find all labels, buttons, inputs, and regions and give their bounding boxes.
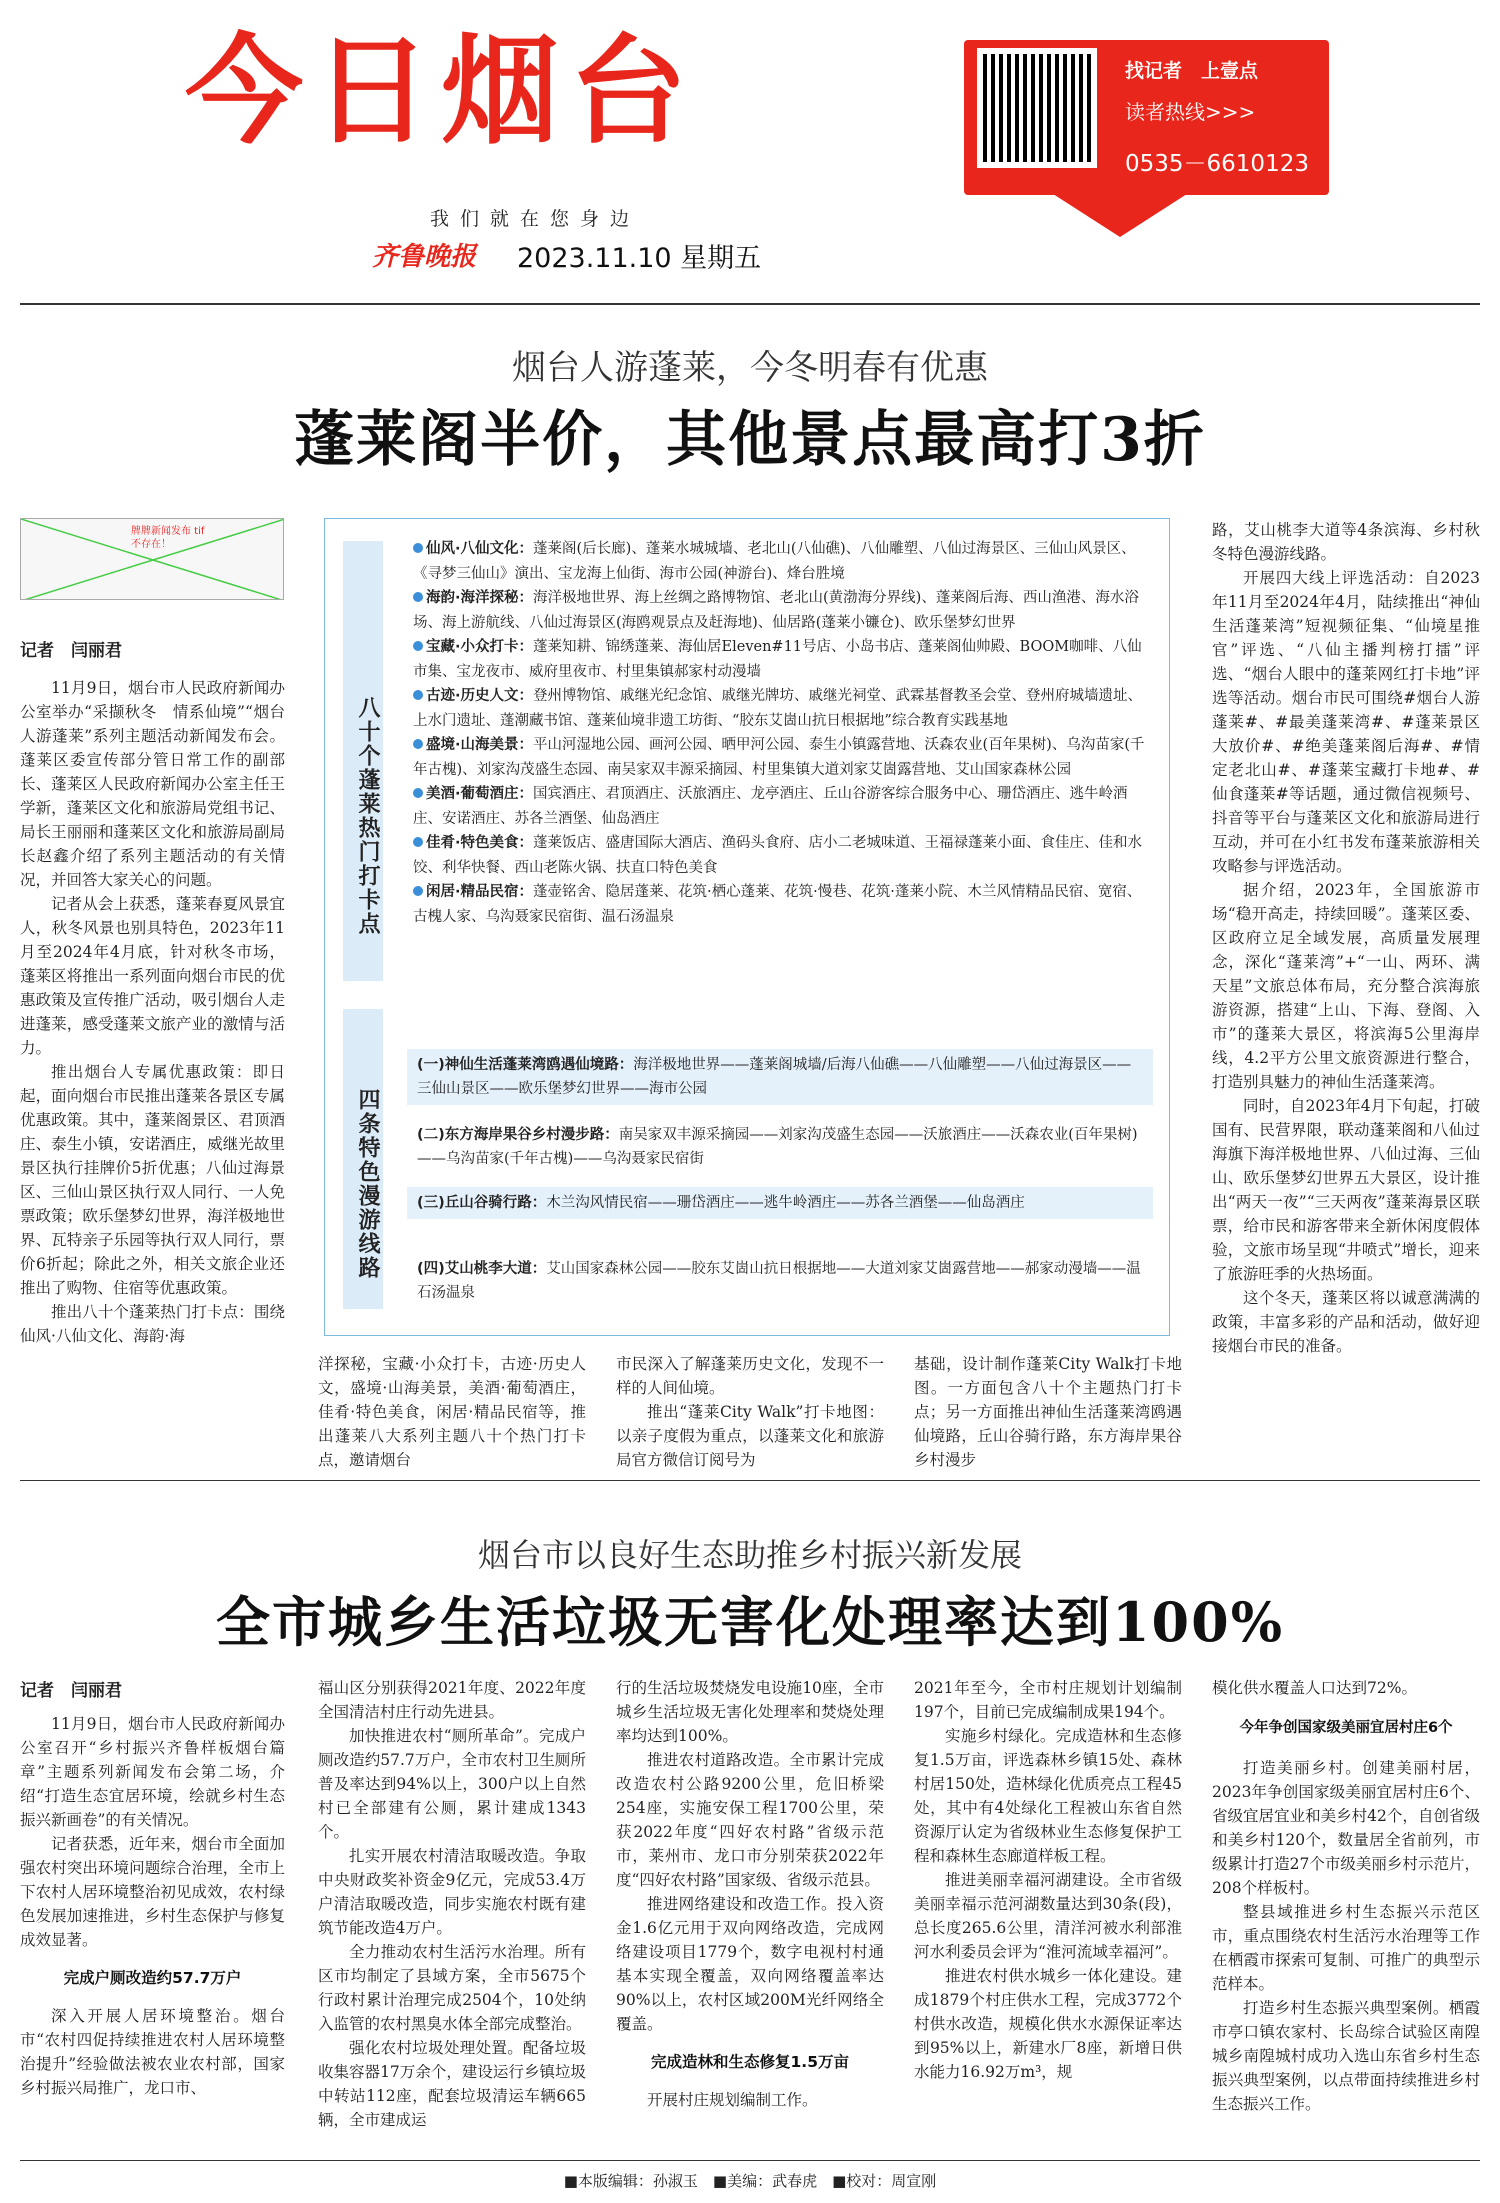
a1-kicker: 烟台人游蓬莱，今冬明春有优惠 bbox=[512, 348, 988, 388]
masthead-slogan: 我们就在您身边 bbox=[430, 208, 641, 230]
a2-kicker: 烟台市以良好生态助推乡村振兴新发展 bbox=[477, 1536, 1022, 1574]
a2-col3 bbox=[616, 1676, 884, 2112]
paragraph: 强化农村垃圾处理处置。配备垃圾收集容器17万余个，建设运行乡镇垃圾中转站112座，配套垃圾清运车辆665辆，全市建成运 bbox=[318, 2039, 586, 2129]
paragraph: 模化供水覆盖人口达到72%。 bbox=[1212, 1679, 1417, 1697]
paragraph: 推进农村供水城乡一体化建设。建成1879个村庄供水工程，完成3772个村供水改造，规模化供水水源保证率达到95%以上，新建水厂8座，新增日供水能力16.92万m³，规 bbox=[914, 1967, 1182, 2081]
a1-col4 bbox=[914, 1352, 1182, 1472]
subheading: 完成户厕改造约57.7万户 bbox=[63, 1969, 242, 1987]
list-item: 闲居·精品民宿：蓬壶铭舍、隐居蓬莱、花筑·栖心蓬莱、花筑·慢巷、花筑·蓬莱小院、木兰风情精品民宿、宽宿、古槐人家、乌沟聂家民宿街、温石汤温泉 bbox=[413, 884, 1142, 925]
paragraph: 开展村庄规划编制工作。 bbox=[647, 2091, 818, 2109]
paragraph: 据介绍，2023年，全国旅游市场“稳开高走，持续回暖”。蓬莱区委、区政府立足全域发展，高质量发展理念，深化“蓬莱湾”+“一山、两环、满天星”文旅总体布局，充分整合滨海旅游资源，搭建“上山、下海、登阁、入市”的蓬莱大景区，将滨海5公里海岸线，4.2平方公里文旅资源进行整合，打造别具魅力的神仙生活蓬莱湾。 bbox=[1212, 881, 1480, 1091]
paragraph: 记者从会上获悉，蓬莱春夏风景宜人，秋冬风景也别具特色，2023年11月至2024年4月底，针对秋冬市场，蓬莱区将推出一系列面向烟台市民的优惠政策及宣传推广活动，吸引烟台人走进蓬莱，感受蓬莱文旅产业的激情与活力。 bbox=[20, 895, 285, 1057]
subheading: 完成造林和生态修复1.5万亩 bbox=[651, 2053, 849, 2071]
a1-col2 bbox=[318, 1352, 586, 1472]
a1-byline: 记者 闫丽君 bbox=[20, 641, 122, 661]
list-item: 佳肴·特色美食：蓬莱饭店、盛唐国际大酒店、渔码头食府、店小二老城味道、王福禄蓬莱小面、食佳庄、佳和水饺、利华快餐、西山老陈火锅、扶直口特色美食 bbox=[413, 835, 1143, 876]
paragraph: 洋探秘，宝藏·小众打卡，古迹·历史人文，盛境·山海美景，美酒·葡萄酒庄，佳肴·特色美食，闲居·精品民宿等，推出蓬莱八大系列主题八十个热门打卡点，邀请烟台 bbox=[318, 1355, 586, 1469]
bullet-icon bbox=[413, 543, 423, 553]
list-item: 美酒·葡萄酒庄：国宾酒庄、君顶酒庄、沃旅酒庄、龙亭酒庄、丘山谷游客综合服务中心、珊岱酒庄、逃牛岭酒庄、安诺酒庄、苏各兰酒堡、仙岛酒庄 bbox=[413, 786, 1128, 827]
qr-code-icon[interactable] bbox=[977, 48, 1097, 168]
route-item: (四)艾山桃李大道：艾山国家森林公园——胶东艾崮山抗日根据地——大道刘家艾崮露营地——郝家动漫墙——温石汤温泉 bbox=[417, 1261, 1141, 1301]
paragraph: 打造美丽乡村。创建美丽村居，2023年争创国家级美丽宜居村庄6个、省级宜居宜业和美乡村42个，自创省级和美乡村120个，数量居全省前列，市级累计打造27个市级美丽乡村示范片，208个样板村。 bbox=[1212, 1759, 1480, 1897]
paragraph: 2021年至今，全市村庄规划计划编制197个，目前已完成编制成果194个。 bbox=[914, 1679, 1182, 1721]
paragraph: 福山区分别获得2021年度、2022年度全国清洁村庄行动先进县。 bbox=[318, 1679, 586, 1721]
a2-col2 bbox=[318, 1676, 586, 2132]
hotline-box-tail bbox=[1050, 192, 1190, 237]
paragraph: 推进网络建设和改造工作。投入资金1.6亿元用于双向网络改造，完成网络建设项目1779个，数字电视村村通基本实现全覆盖，双向网络覆盖率达90%以上，农村区域200M光纤网络全覆盖。 bbox=[616, 1895, 884, 2033]
a2-col1 bbox=[20, 1712, 285, 2100]
paragraph: 这个冬天，蓬莱区将以诚意满满的政策，丰富多彩的产品和活动，做好迎接烟台市民的准备。 bbox=[1212, 1289, 1480, 1355]
paragraph: 行的生活垃圾焚烧发电设施10座，全市城乡生活垃圾无害化处理率和焚烧处理率均达到100%。 bbox=[616, 1679, 884, 1745]
paragraph: 深入开展人居环境整治。烟台市“农村四促持续推进农村人居环境整治提升”经验做法被农业农村部，国家乡村振兴局推广，龙口市、 bbox=[20, 2007, 285, 2097]
a2-headline: 全市城乡生活垃圾无害化处理率达到100% bbox=[215, 1590, 1285, 1654]
paragraph: 开展四大线上评选活动：自2023年11月至2024年4月，陆续推出“神仙生活蓬莱湾”短视频征集、“仙境星推官”评选、“八仙主播判榜打擂”评选、“烟台人眼中的蓬莱网红打卡地”评选等活动。烟台市民可围绕#烟台人游蓬莱#、#最美蓬莱湾#、#蓬莱景区大放价#、#绝美蓬莱阁后海#、#情定老北山#、#蓬莱宝藏打卡地#、#仙食蓬莱#等话题，通过微信视频号、抖音等平台与蓬莱区文化和旅游局进行互动，并可在小红书发布蓬莱旅游相关攻略参与评选活动。 bbox=[1212, 569, 1480, 875]
list-item: 古迹·历史人文：登州博物馆、戚继光纪念馆、戚继光牌坊、戚继光祠堂、武霖基督教圣会堂、登州府城墙遗址、上水门遗址、蓬潮藏书馆、蓬莱仙境非遗工坊街、“胶东艾崮山抗日根据地”综合教育实践基地 bbox=[413, 688, 1143, 729]
a1-col5 bbox=[1212, 518, 1480, 1358]
paragraph: 记者获悉，近年来，烟台市全面加强农村突出环境问题综合治理，全市上下农村人居环境整治初见成效，农村绿色发展加速推进，乡村生态保护与修复成效显著。 bbox=[20, 1835, 285, 1949]
paragraph: 推出“蓬莱City Walk”打卡地图：以亲子度假为重点，以蓬莱文化和旅游局官方微信订阅号为 bbox=[616, 1403, 884, 1469]
hotspot-list bbox=[413, 537, 1153, 929]
masthead-rule bbox=[20, 303, 1480, 305]
hotline-phone: 0535－6610123 bbox=[1125, 151, 1309, 177]
a1-col3 bbox=[616, 1352, 884, 1472]
route-item: (二)东方海岸果谷乡村漫步路：南吴家双丰源采摘园——刘家沟茂盛生态园——沃旅酒庄——沃森农业(百年果树)——乌沟苗家(千年古槐)——乌沟聂家民宿街 bbox=[417, 1127, 1138, 1167]
hotline-label: 读者热线>>> bbox=[1125, 100, 1256, 124]
placeholder-text: 牌牌新闻发布 tif 不存在！ bbox=[131, 526, 205, 550]
image-placeholder bbox=[20, 518, 284, 600]
paragraph: 扎实开展农村清洁取暖改造。争取中央财政奖补资金9亿元，完成53.4万户清洁取暖改造，同步实施农村既有建筑节能改造4万户。 bbox=[318, 1847, 586, 1937]
paragraph: 11月9日，烟台市人民政府新闻办公室召开“乡村振兴齐鲁样板烟台篇章”主题系列新闻发布会第二场，介绍“打造生态宜居环境，绘就乡村生态振兴新画卷”的有关情况。 bbox=[20, 1715, 285, 1829]
a2-byline: 记者 闫丽君 bbox=[20, 1681, 122, 1701]
bullet-icon bbox=[413, 690, 423, 700]
bullet-icon bbox=[413, 739, 423, 749]
footer-rule bbox=[20, 2160, 1480, 2161]
page-credits: ■本版编辑：孙淑玉 ■美编：武春虎 ■校对：周宣刚 bbox=[563, 2172, 937, 2190]
a1-col1 bbox=[20, 676, 285, 1348]
hotline-reporter: 找记者 上壹点 bbox=[1125, 60, 1259, 82]
bullet-icon bbox=[413, 837, 423, 847]
route-item: (三)丘山谷骑行路：木兰沟风情民宿——珊岱酒庄——逃牛岭酒庄——苏各兰酒堡——仙岛酒庄 bbox=[407, 1187, 1153, 1219]
list-item: 海韵·海洋探秘：海洋极地世界、海上丝绸之路博物馆、老北山(黄渤海分界线)、蓬莱阁后海、西山渔港、海水浴场、海上游航线、八仙过海景区(海鸥观景点及赶海地)、仙居路(蓬莱小镰仓)、欧乐堡梦幻世界 bbox=[413, 590, 1139, 631]
bullet-icon bbox=[413, 788, 423, 798]
paragraph: 推出烟台人专属优惠政策：即日起，面向烟台市民推出蓬莱各景区专属优惠政策。其中，蓬莱阁景区、君顶酒庄、泰生小镇，安诺酒庄，威继光故里景区执行挂牌价5折优惠；八仙过海景区、三仙山景区执行双人同行、一人免票政策；欧乐堡梦幻世界，海洋极地世界、瓦特亲子乐园等执行双人同行，票价6折起；除此之外，相关文旅企业还推出了购物、住宿等优惠政策。 bbox=[20, 1063, 285, 1297]
paragraph: 打造乡村生态振兴典型案例。栖霞市亭口镇农家村、长岛综合试验区南隍城乡南隍城村成功入选山东省乡村生态振兴典型案例，以点带面持续推进乡村生态振兴工作。 bbox=[1212, 1999, 1480, 2113]
section-rule bbox=[20, 1480, 1480, 1481]
subheading: 今年争创国家级美丽宜居村庄6个 bbox=[1239, 1720, 1453, 1736]
list-item: 宝藏·小众打卡：蓬莱知耕、锦绣蓬莱、海仙居Eleven#11号店、小岛书店、蓬莱阁仙帅殿、BOOM咖啡、八仙市集、宝龙夜市、威府里夜市、村里集镇郝家村动漫墙 bbox=[413, 639, 1142, 680]
list-item: 盛境·山海美景：平山河湿地公园、画河公园、晒甲河公园、泰生小镇露营地、沃森农业(百年果树)、乌沟苗家(千年古槐)、刘家沟茂盛生态园、南吴家双丰源采摘园、村里集镇大道刘家艾崮露营地、艾山国家森林公园 bbox=[413, 737, 1145, 778]
paragraph: 同时，自2023年4月下旬起，打破国有、民营界限，联动蓬莱阁和八仙过海旗下海洋极地世界、八仙过海、三仙山、欧乐堡梦幻世界五大景区，设计推出“两天一夜”“三天两夜”蓬莱海景区联票，给市民和游客带来全新休闲度假体验，文旅市场呈现“井喷式”增长，迎来了旅游旺季的火热场面。 bbox=[1212, 1097, 1480, 1283]
a2-col5 bbox=[1212, 1676, 1480, 2116]
masthead-title: 今日烟台 bbox=[185, 22, 698, 160]
hotspot-panel bbox=[324, 518, 1170, 1336]
list-item: 仙风·八仙文化：蓬莱阁(后长廊)、蓬莱水城城墙、老北山(八仙礁)、八仙雕塑、八仙过海景区、三仙山风景区、《寻梦三仙山》演出、宝龙海上仙街、海市公园(神游台)、烽台胜境 bbox=[413, 541, 1136, 582]
paper-logo: 齐鲁晚报 bbox=[372, 242, 477, 272]
bullet-icon bbox=[413, 641, 423, 651]
bullet-icon bbox=[413, 592, 423, 602]
panel-label-hotspots: 八十个蓬莱热门打卡点 bbox=[343, 541, 383, 981]
paragraph: 实施乡村绿化。完成造林和生态修复1.5万亩，评选森林乡镇15处、森林村居150处，造林绿化优质亮点工程45处，其中有4处绿化工程被山东省自然资源厅认定为省级林业生态修复保护工程和森林生态廊道样板工程。 bbox=[914, 1727, 1182, 1865]
paragraph: 整县域推进乡村生态振兴示范区市，重点围绕农村生活污水治理等工作在栖霞市探索可复制、可推广的典型示范样本。 bbox=[1212, 1903, 1480, 1993]
paragraph: 基础，设计制作蓬莱City Walk打卡地图。一方面包含八十个主题热门打卡点；另一方面推出神仙生活蓬莱湾鸥遇仙境路，丘山谷骑行路，东方海岸果谷乡村漫步 bbox=[914, 1355, 1182, 1469]
paragraph: 路，艾山桃李大道等4条滨海、乡村秋冬特色漫游线路。 bbox=[1212, 521, 1480, 563]
panel-label-routes: 四条特色漫游线路 bbox=[343, 1009, 383, 1309]
paragraph: 推进美丽幸福河湖建设。全市省级美丽幸福示范河湖数量达到30条(段)，总长度265.6公里，清洋河被水利部淮河水利委员会评为“淮河流域幸福河”。 bbox=[914, 1871, 1182, 1961]
route-item: (一)神仙生活蓬莱湾鸥遇仙境路：海洋极地世界——蓬莱阁城墙/后海八仙礁——八仙雕塑——八仙过海景区——三仙山景区——欧乐堡梦幻世界——海市公园 bbox=[407, 1049, 1153, 1105]
bullet-icon bbox=[413, 886, 423, 896]
paragraph: 市民深入了解蓬莱历史文化，发现不一样的人间仙境。 bbox=[616, 1355, 884, 1397]
a2-col4 bbox=[914, 1676, 1182, 2084]
paragraph: 全力推动农村生活污水治理。所有区市均制定了县域方案，全市5675个行政村累计治理完成2504个，10处纳入监管的农村黑臭水体全部完成整治。 bbox=[318, 1943, 586, 2033]
paragraph: 推进农村道路改造。全市累计完成改造农村公路9200公里，危旧桥梁254座，实施安保工程1700公里，荣获2022年度“四好农村路”省级示范市，莱州市、龙口市分别荣获2022年度“四好农村路”国家级、省级示范县。 bbox=[616, 1751, 884, 1889]
paragraph: 11月9日，烟台市人民政府新闻办公室举办“采撷秋冬 情系仙境”“烟台人游蓬莱”系列主题活动新闻发布会。蓬莱区委宣传部分管日常工作的副部长、蓬莱区人民政府新闻办公室主任王学新，蓬莱区文化和旅游局党组书记、局长王丽丽和蓬莱区文化和旅游局副局长赵鑫介绍了系列主题活动的有关情况，并回答大家关心的问题。 bbox=[20, 679, 285, 889]
paragraph: 推出八十个蓬莱热门打卡点：围绕仙风·八仙文化、海韵·海 bbox=[20, 1303, 285, 1345]
issue-date: 2023.11.10 星期五 bbox=[517, 243, 762, 274]
a1-headline: 蓬莱阁半价，其他景点最高打3折 bbox=[294, 405, 1206, 475]
paragraph: 加快推进农村“厕所革命”。完成户厕改造约57.7万户，全市农村卫生厕所普及率达到94%以上，300户以上自然村已全部建有公厕，累计建成1343个。 bbox=[318, 1727, 586, 1841]
